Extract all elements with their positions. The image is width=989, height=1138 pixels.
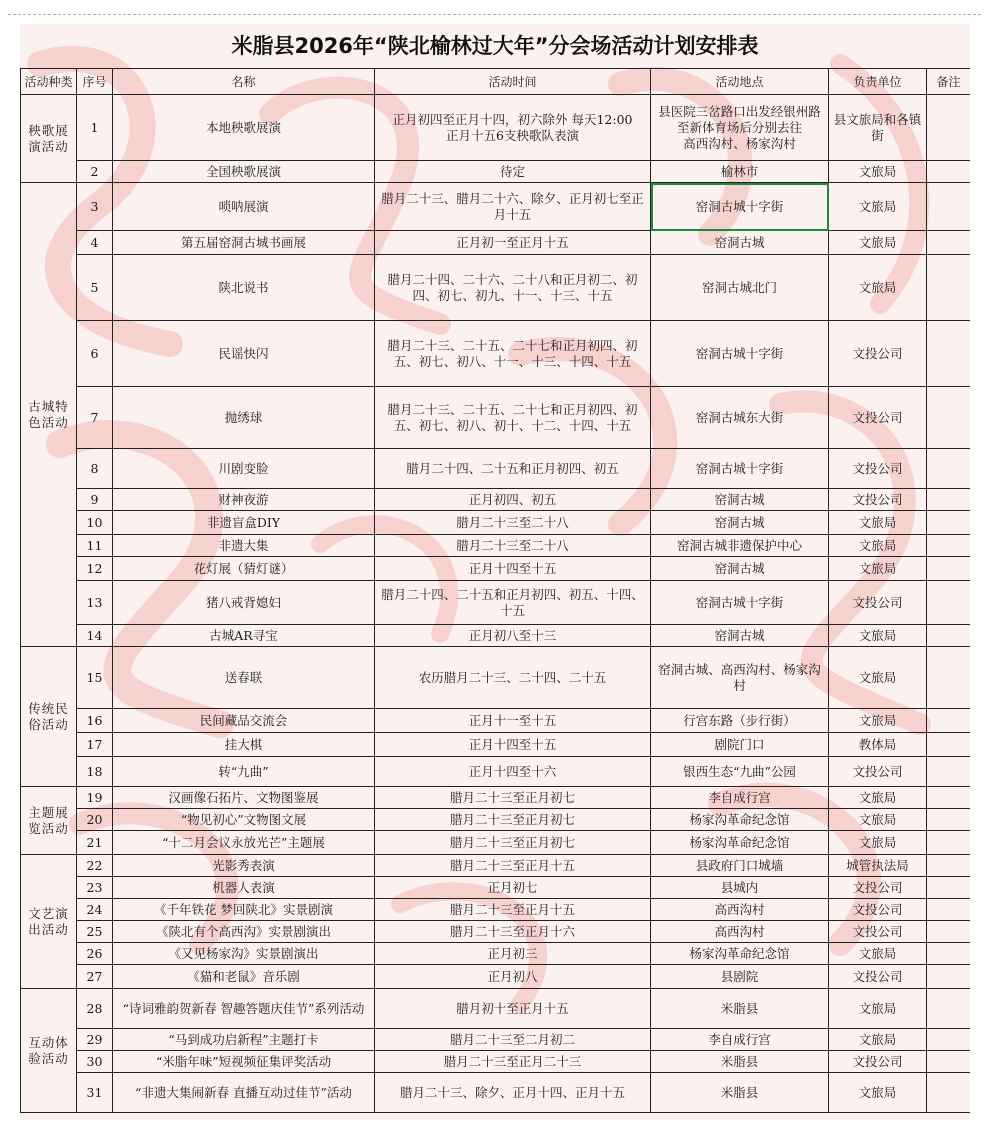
category-cell: 互动体验活动	[21, 989, 77, 1113]
time-cell: 正月初七	[375, 877, 651, 899]
place-cell: 杨家沟革命纪念馆	[651, 831, 829, 855]
note-cell	[927, 489, 971, 511]
org-cell: 文投公司	[829, 921, 927, 943]
note-cell	[927, 831, 971, 855]
time-cell: 正月初三	[375, 943, 651, 965]
note-cell	[927, 161, 971, 183]
time-cell: 腊月二十三至正月十五	[375, 855, 651, 877]
table-row	[21, 183, 971, 231]
time-cell: 腊月二十三至正月初七	[375, 787, 651, 809]
place-cell: 窑洞古城非遗保护中心	[651, 535, 829, 557]
name-cell: 转“九曲”	[113, 757, 375, 787]
place-cell: 县剧院	[651, 965, 829, 989]
time-cell: 农历腊月二十三、二十四、二十五	[375, 647, 651, 709]
org-cell: 文旅局	[829, 1029, 927, 1051]
name-cell: 唢呐展演	[113, 183, 375, 231]
seq-cell: 2	[77, 161, 113, 183]
table-row	[21, 1051, 971, 1073]
header-category: 活动种类	[21, 69, 77, 95]
note-cell	[927, 449, 971, 489]
seq-cell: 21	[77, 831, 113, 855]
table-row	[21, 733, 971, 757]
name-cell: 财神夜游	[113, 489, 375, 511]
seq-cell: 23	[77, 877, 113, 899]
time-cell: 腊月初十至正月十五	[375, 989, 651, 1029]
name-cell: “米脂年味”短视频征集评奖活动	[113, 1051, 375, 1073]
time-cell: 腊月二十三至二十八	[375, 511, 651, 535]
time-cell: 腊月二十三至二月初二	[375, 1029, 651, 1051]
table-body	[21, 95, 971, 1113]
org-cell: 文投公司	[829, 489, 927, 511]
org-cell: 县文旅局和各镇街	[829, 95, 927, 161]
table-row	[21, 625, 971, 647]
place-cell: 米脂县	[651, 1051, 829, 1073]
seq-cell: 6	[77, 321, 113, 387]
name-cell: “马到成功启新程”主题打卡	[113, 1029, 375, 1051]
note-cell	[927, 1073, 971, 1113]
seq-cell: 16	[77, 709, 113, 733]
org-cell: 文投公司	[829, 449, 927, 489]
seq-cell: 25	[77, 921, 113, 943]
time-cell: 腊月二十四、二十六、二十八和正月初二、初四、初七、初九、十一、十三、十五	[375, 255, 651, 321]
table-row	[21, 1029, 971, 1051]
org-cell: 文投公司	[829, 965, 927, 989]
place-cell: 高西沟村	[651, 899, 829, 921]
org-cell: 文旅局	[829, 943, 927, 965]
seq-cell: 5	[77, 255, 113, 321]
place-cell: 县政府门口城墙	[651, 855, 829, 877]
note-cell	[927, 557, 971, 581]
time-cell: 腊月二十三、二十五、二十七和正月初四、初五、初七、初八、初十、十二、十四、十五	[375, 387, 651, 449]
name-cell: 川剧变脸	[113, 449, 375, 489]
header-org: 负责单位	[829, 69, 927, 95]
place-cell: 行宫东路（步行街）	[651, 709, 829, 733]
note-cell	[927, 989, 971, 1029]
seq-cell: 15	[77, 647, 113, 709]
org-cell: 文投公司	[829, 581, 927, 625]
org-cell: 文旅局	[829, 787, 927, 809]
note-cell	[927, 943, 971, 965]
seq-cell: 31	[77, 1073, 113, 1113]
header-seq: 序号	[77, 69, 113, 95]
seq-cell: 10	[77, 511, 113, 535]
seq-cell: 9	[77, 489, 113, 511]
org-cell: 文旅局	[829, 183, 927, 231]
time-cell: 腊月二十三至正月十五	[375, 899, 651, 921]
table-row	[21, 809, 971, 831]
header-note: 备注	[927, 69, 971, 95]
category-cell: 传统民俗活动	[21, 647, 77, 787]
place-cell: 米脂县	[651, 989, 829, 1029]
category-cell: 文艺演出活动	[21, 855, 77, 989]
place-cell: 窑洞古城	[651, 625, 829, 647]
category-cell: 古城特色活动	[21, 183, 77, 647]
table-row	[21, 757, 971, 787]
seq-cell: 20	[77, 809, 113, 831]
place-cell: 窑洞古城	[651, 511, 829, 535]
seq-cell: 30	[77, 1051, 113, 1073]
time-cell: 腊月二十三、除夕、正月十四、正月十五	[375, 1073, 651, 1113]
place-cell: 杨家沟革命纪念馆	[651, 943, 829, 965]
top-divider	[8, 14, 981, 15]
name-cell: 全国秧歌展演	[113, 161, 375, 183]
table-row	[21, 511, 971, 535]
name-cell: 民谣快闪	[113, 321, 375, 387]
place-cell: 剧院门口	[651, 733, 829, 757]
org-cell: 文旅局	[829, 557, 927, 581]
place-cell: 窑洞古城十字街	[651, 321, 829, 387]
table-row	[21, 321, 971, 387]
place-cell: 窑洞古城	[651, 231, 829, 255]
table-row	[21, 255, 971, 321]
name-cell: 汉画像石拓片、文物图鉴展	[113, 787, 375, 809]
name-cell: “非遗大集闹新春 直播互动过佳节”活动	[113, 1073, 375, 1113]
org-cell: 文旅局	[829, 231, 927, 255]
time-cell: 腊月二十三、腊月二十六、除夕、正月初七至正月十五	[375, 183, 651, 231]
header-row	[21, 69, 971, 95]
name-cell: 猪八戒背媳妇	[113, 581, 375, 625]
table-row	[21, 557, 971, 581]
seq-cell: 24	[77, 899, 113, 921]
name-cell: 陕北说书	[113, 255, 375, 321]
note-cell	[927, 809, 971, 831]
seq-cell: 11	[77, 535, 113, 557]
seq-cell: 7	[77, 387, 113, 449]
place-cell: 窑洞古城	[651, 489, 829, 511]
note-cell	[927, 95, 971, 161]
name-cell: 挂大棋	[113, 733, 375, 757]
time-cell: 正月十一至十五	[375, 709, 651, 733]
seq-cell: 28	[77, 989, 113, 1029]
seq-cell: 3	[77, 183, 113, 231]
name-cell: 非遗大集	[113, 535, 375, 557]
place-cell: 窑洞古城十字街	[651, 449, 829, 489]
time-cell: 腊月二十四、二十五和正月初四、初五	[375, 449, 651, 489]
note-cell	[927, 733, 971, 757]
note-cell	[927, 855, 971, 877]
name-cell: 机器人表演	[113, 877, 375, 899]
place-cell: 窑洞古城、高西沟村、杨家沟村	[651, 647, 829, 709]
note-cell	[927, 511, 971, 535]
org-cell: 文旅局	[829, 709, 927, 733]
time-cell: 正月初八	[375, 965, 651, 989]
name-cell: 光影秀表演	[113, 855, 375, 877]
name-cell: “物见初心”文物图文展	[113, 809, 375, 831]
org-cell: 文旅局	[829, 1073, 927, 1113]
note-cell	[927, 183, 971, 231]
name-cell: 《陕北有个高西沟》实景剧演出	[113, 921, 375, 943]
header-place: 活动地点	[651, 69, 829, 95]
note-cell	[927, 535, 971, 557]
table-row	[21, 965, 971, 989]
note-cell	[927, 877, 971, 899]
category-cell: 秧歌展演活动	[21, 95, 77, 183]
table-row	[21, 921, 971, 943]
name-cell: 本地秧歌展演	[113, 95, 375, 161]
table-row	[21, 161, 971, 183]
org-cell: 文旅局	[829, 535, 927, 557]
name-cell: 非遗盲盒DIY	[113, 511, 375, 535]
seq-cell: 8	[77, 449, 113, 489]
seq-cell: 19	[77, 787, 113, 809]
org-cell: 文旅局	[829, 255, 927, 321]
org-cell: 文旅局	[829, 647, 927, 709]
seq-cell: 13	[77, 581, 113, 625]
note-cell	[927, 709, 971, 733]
org-cell: 文旅局	[829, 625, 927, 647]
seq-cell: 26	[77, 943, 113, 965]
table-row	[21, 855, 971, 877]
time-cell: 正月初八至十三	[375, 625, 651, 647]
place-cell: 杨家沟革命纪念馆	[651, 809, 829, 831]
table-row	[21, 1073, 971, 1113]
time-cell: 腊月二十三至正月十六	[375, 921, 651, 943]
note-cell	[927, 899, 971, 921]
place-cell: 高西沟村	[651, 921, 829, 943]
name-cell: 古城AR寻宝	[113, 625, 375, 647]
note-cell	[927, 255, 971, 321]
time-cell: 腊月二十三、二十五、二十七和正月初四、初五、初七、初八、十一、十三、十四、十五	[375, 321, 651, 387]
org-cell: 城管执法局	[829, 855, 927, 877]
seq-cell: 22	[77, 855, 113, 877]
table-row	[21, 943, 971, 965]
table-row	[21, 647, 971, 709]
org-cell: 文投公司	[829, 757, 927, 787]
table-row	[21, 535, 971, 557]
org-cell: 文旅局	[829, 809, 927, 831]
place-cell: 窑洞古城	[651, 557, 829, 581]
note-cell	[927, 787, 971, 809]
table-row	[21, 387, 971, 449]
place-cell: 榆林市	[651, 161, 829, 183]
table-row	[21, 95, 971, 161]
note-cell	[927, 1029, 971, 1051]
note-cell	[927, 647, 971, 709]
note-cell	[927, 921, 971, 943]
org-cell: 文投公司	[829, 387, 927, 449]
name-cell: 《千年铁花 梦回陕北》实景剧演	[113, 899, 375, 921]
org-cell: 文旅局	[829, 161, 927, 183]
time-cell: 腊月二十四、二十五和正月初四、初五、十四、十五	[375, 581, 651, 625]
table-row	[21, 877, 971, 899]
seq-cell: 18	[77, 757, 113, 787]
time-cell: 正月初四至正月十四，初六除外 每天12:00 正月十五6支秧歌队表演	[375, 95, 651, 161]
table-row	[21, 787, 971, 809]
note-cell	[927, 1051, 971, 1073]
category-cell: 主题展览活动	[21, 787, 77, 855]
org-cell: 教体局	[829, 733, 927, 757]
seq-cell: 12	[77, 557, 113, 581]
org-cell: 文旅局	[829, 511, 927, 535]
place-cell: 米脂县	[651, 1073, 829, 1113]
table-row	[21, 899, 971, 921]
place-cell: 窑洞古城十字街	[651, 581, 829, 625]
name-cell: 《又见杨家沟》实景剧演出	[113, 943, 375, 965]
name-cell: “十二月会议永放光芒”主题展	[113, 831, 375, 855]
note-cell	[927, 321, 971, 387]
org-cell: 文旅局	[829, 989, 927, 1029]
time-cell: 正月十四至十五	[375, 557, 651, 581]
name-cell: 花灯展（猜灯谜）	[113, 557, 375, 581]
org-cell: 文投公司	[829, 321, 927, 387]
place-cell: 李自成行宫	[651, 787, 829, 809]
seq-cell: 4	[77, 231, 113, 255]
name-cell: 《猫和老鼠》音乐剧	[113, 965, 375, 989]
name-cell: “诗词雅韵贺新春 智趣答题庆佳节”系列活动	[113, 989, 375, 1029]
activity-plan-table	[20, 68, 970, 1113]
table-row	[21, 581, 971, 625]
place-cell: 窑洞古城东大街	[651, 387, 829, 449]
time-cell: 正月初四、初五	[375, 489, 651, 511]
time-cell: 腊月二十三至正月二十三	[375, 1051, 651, 1073]
time-cell: 腊月二十三至正月初七	[375, 831, 651, 855]
table-row	[21, 449, 971, 489]
place-cell: 县城内	[651, 877, 829, 899]
document-sheet	[20, 24, 970, 1120]
note-cell	[927, 625, 971, 647]
place-cell: 窑洞古城北门	[651, 255, 829, 321]
name-cell: 抛绣球	[113, 387, 375, 449]
name-cell: 送春联	[113, 647, 375, 709]
seq-cell: 17	[77, 733, 113, 757]
table-row	[21, 489, 971, 511]
org-cell: 文投公司	[829, 899, 927, 921]
org-cell: 文投公司	[829, 877, 927, 899]
name-cell: 民间藏品交流会	[113, 709, 375, 733]
place-cell: 银西生态“九曲”公园	[651, 757, 829, 787]
time-cell: 正月十四至十五	[375, 733, 651, 757]
place-cell: 窑洞古城十字街	[651, 183, 829, 231]
name-cell: 第五届窑洞古城书画展	[113, 231, 375, 255]
table-title: 米脂县2026年“陕北榆林过大年”分会场活动计划安排表	[231, 34, 759, 58]
place-cell: 县医院三岔路口出发经银州路至新体育场后分别去往 高西沟村、杨家沟村	[651, 95, 829, 161]
place-cell: 李自成行宫	[651, 1029, 829, 1051]
seq-cell: 29	[77, 1029, 113, 1051]
time-cell: 正月初一至正月十五	[375, 231, 651, 255]
header-time: 活动时间	[375, 69, 651, 95]
seq-cell: 1	[77, 95, 113, 161]
table-row	[21, 989, 971, 1029]
note-cell	[927, 231, 971, 255]
table-row	[21, 231, 971, 255]
time-cell: 待定	[375, 161, 651, 183]
header-name: 名称	[113, 69, 375, 95]
note-cell	[927, 387, 971, 449]
seq-cell: 14	[77, 625, 113, 647]
seq-cell: 27	[77, 965, 113, 989]
time-cell: 腊月二十三至二十八	[375, 535, 651, 557]
time-cell: 腊月二十三至正月初七	[375, 809, 651, 831]
time-cell: 正月十四至十六	[375, 757, 651, 787]
note-cell	[927, 581, 971, 625]
table-row	[21, 831, 971, 855]
org-cell: 文旅局	[829, 831, 927, 855]
note-cell	[927, 965, 971, 989]
table-row	[21, 709, 971, 733]
note-cell	[927, 757, 971, 787]
org-cell: 文投公司	[829, 1051, 927, 1073]
